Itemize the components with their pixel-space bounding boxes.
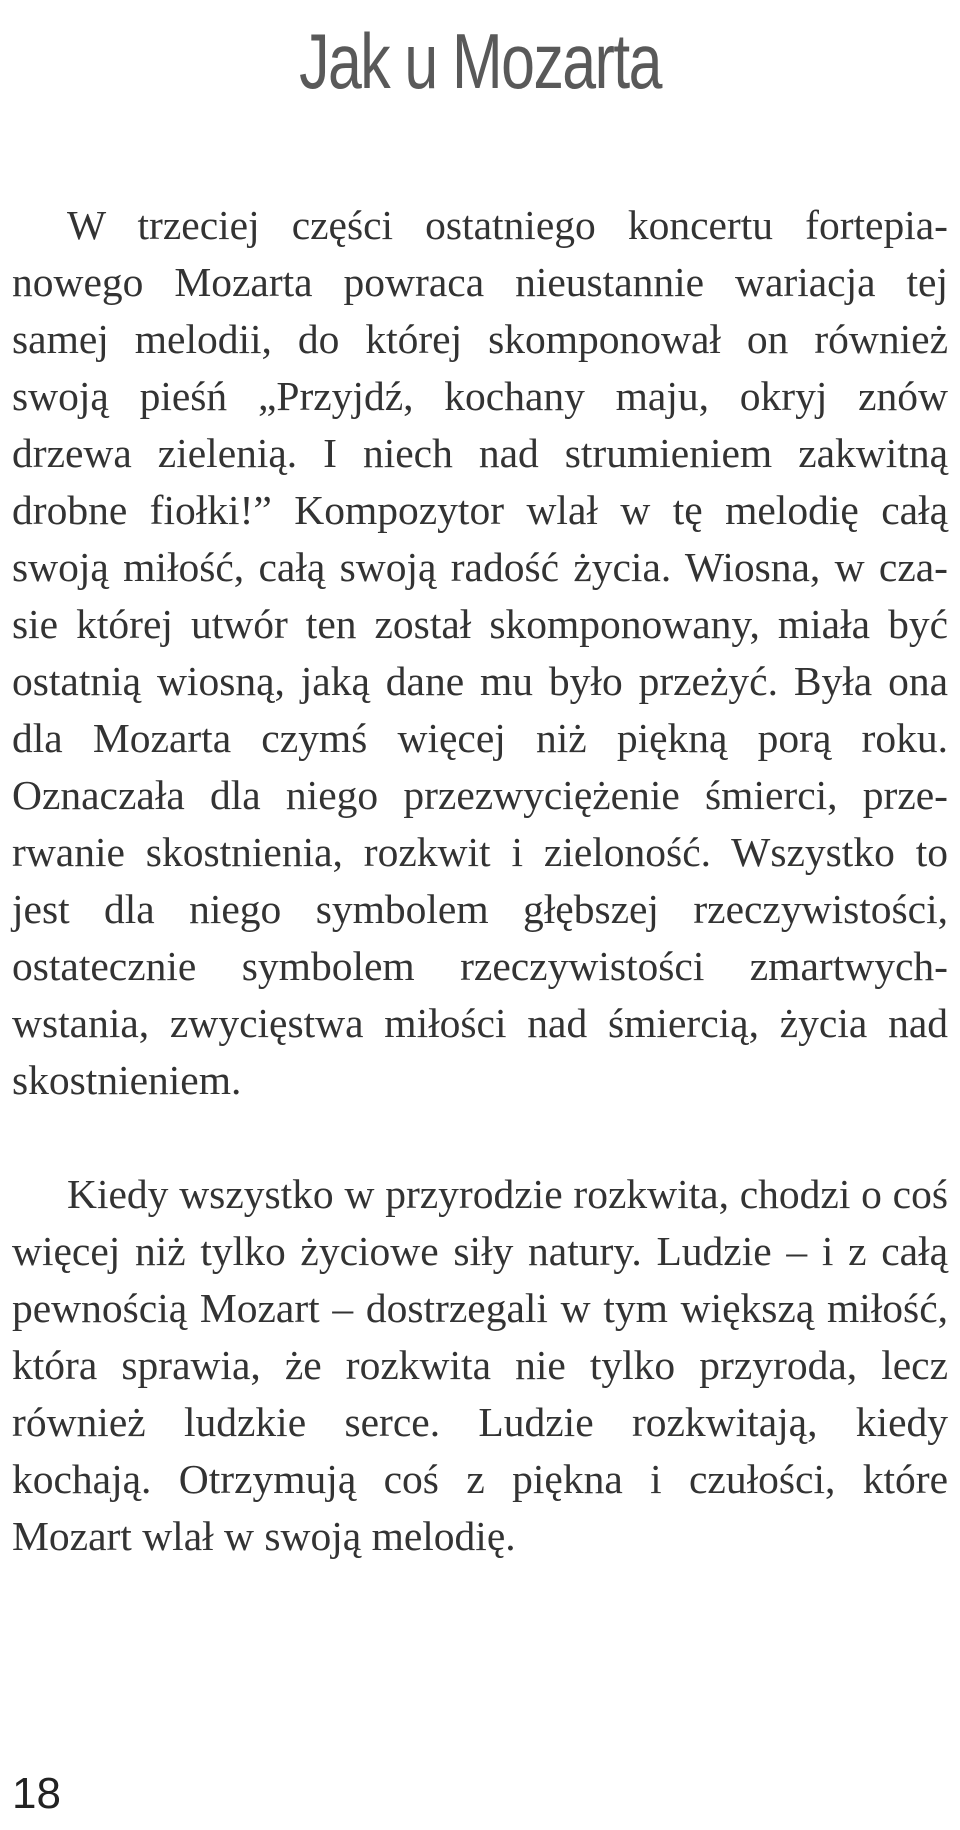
paragraph-1: W trzeciej części ostatniego koncertu fortepianowego Mozarta powraca nieustannie wariacja tej samej melodii, do której skomponował on również swoją pieśń „Przyjdź, kochany maju, okryj znów drzewa zielenią. I niech nad strumieniem zakwitną drobne fiołki!” Kompozytor wlał w tę melodię całą swoją miłość, całą swoją radość życia. Wiosna, w czasie której utwór ten został skomponowany, miała być ostatnią wiosną, jaką dane mu było przeżyć. Była ona dla Mozarta czymś więcej niż piękną porą roku. Oznaczała dla niego przezwyciężenie śmierci, przerwanie skostnienia, rozkwit i zieloność. Wszystko to jest dla niego symbolem głębszej rzeczywistości, ostatecznie symbolem rzeczywistości zmartwychwstania, zwycięstwa miłości nad śmiercią, życia nad skostnieniem. [12, 202, 948, 1103]
page-number: 18 [12, 1769, 61, 1818]
body-text [12, 197, 948, 1565]
chapter-title: Jak u Mozarta [299, 17, 661, 105]
paragraph-2: Kiedy wszystko w przyrodzie rozkwita, chodzi o coś więcej niż tylko życiowe siły natury. Ludzie – i z całą pewnością Mozart – dostrzegali w tym większą miłość, która sprawia, że rozkwita nie tylko przyroda, lecz również ludzkie serce. Ludzie rozkwitają, kiedy kochają. Otrzymują coś z piękna i czułości, które Mozart wlał w swoją melodię. [12, 1171, 948, 1559]
